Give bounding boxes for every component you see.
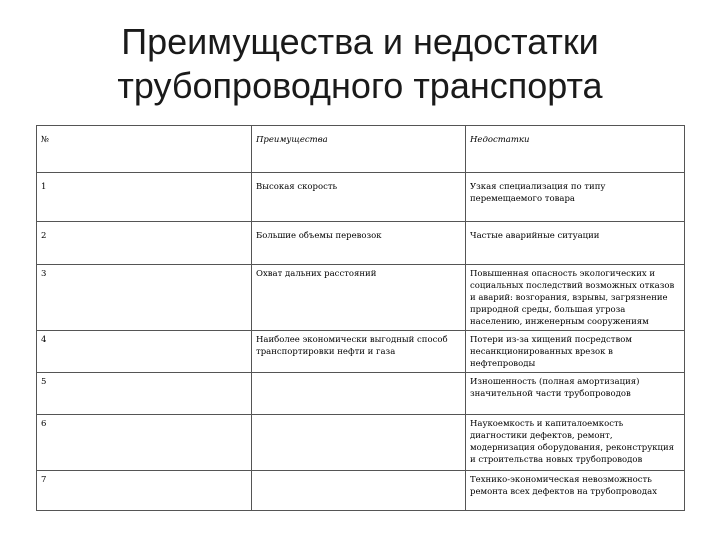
disadvantage-cell: Потери из-за хищений посредством несанкционированных врезок в нефтепроводы (466, 331, 685, 373)
header-disadvantages: Недостатки (466, 126, 685, 173)
row-number: 1 (37, 173, 252, 222)
table-row (37, 222, 685, 265)
table-row (37, 373, 685, 415)
disadvantage-cell: Узкая специализация по типу перемещаемого товара (466, 173, 685, 222)
comparison-table (36, 125, 685, 511)
page-title-line-2: трубопроводного транспорта (117, 65, 603, 106)
advantage-cell: Наиболее экономически выгодный способ транспортировки нефти и газа (252, 331, 466, 373)
disadvantage-cell: Повышенная опасность экологических и социальных последствий возможных отказов и аварий: возгорания, взрывы, загрязнение природной среды, большая угроза населению, инженерным сооружениям (466, 265, 685, 331)
table-header-row (37, 126, 685, 173)
row-number: 2 (37, 222, 252, 265)
advantage-cell (252, 373, 466, 415)
row-number: 5 (37, 373, 252, 415)
advantage-cell: Высокая скорость (252, 173, 466, 222)
row-number: 7 (37, 471, 252, 511)
table-row (37, 331, 685, 373)
table-row (37, 265, 685, 331)
header-number: № (37, 126, 252, 173)
table-row (37, 415, 685, 471)
advantage-cell (252, 471, 466, 511)
advantage-cell (252, 415, 466, 471)
disadvantage-cell: Изношенность (полная амортизация) значительной части трубопроводов (466, 373, 685, 415)
table-row (37, 173, 685, 222)
row-number: 6 (37, 415, 252, 471)
advantage-cell: Большие объемы перевозок (252, 222, 466, 265)
advantage-cell: Охват дальних расстояний (252, 265, 466, 331)
disadvantage-cell: Наукоемкость и капиталоемкость диагностики дефектов, ремонт, модернизация оборудования, реконструкция и строительства новых трубопроводов (466, 415, 685, 471)
disadvantage-cell: Технико-экономическая невозможность ремонта всех дефектов на трубопроводах (466, 471, 685, 511)
header-advantages: Преимущества (252, 126, 466, 173)
page-title-line-1: Преимущества и недостатки (121, 21, 599, 62)
disadvantage-cell: Частые аварийные ситуации (466, 222, 685, 265)
table-row (37, 471, 685, 511)
row-number: 4 (37, 331, 252, 373)
row-number: 3 (37, 265, 252, 331)
page-title (40, 20, 680, 108)
